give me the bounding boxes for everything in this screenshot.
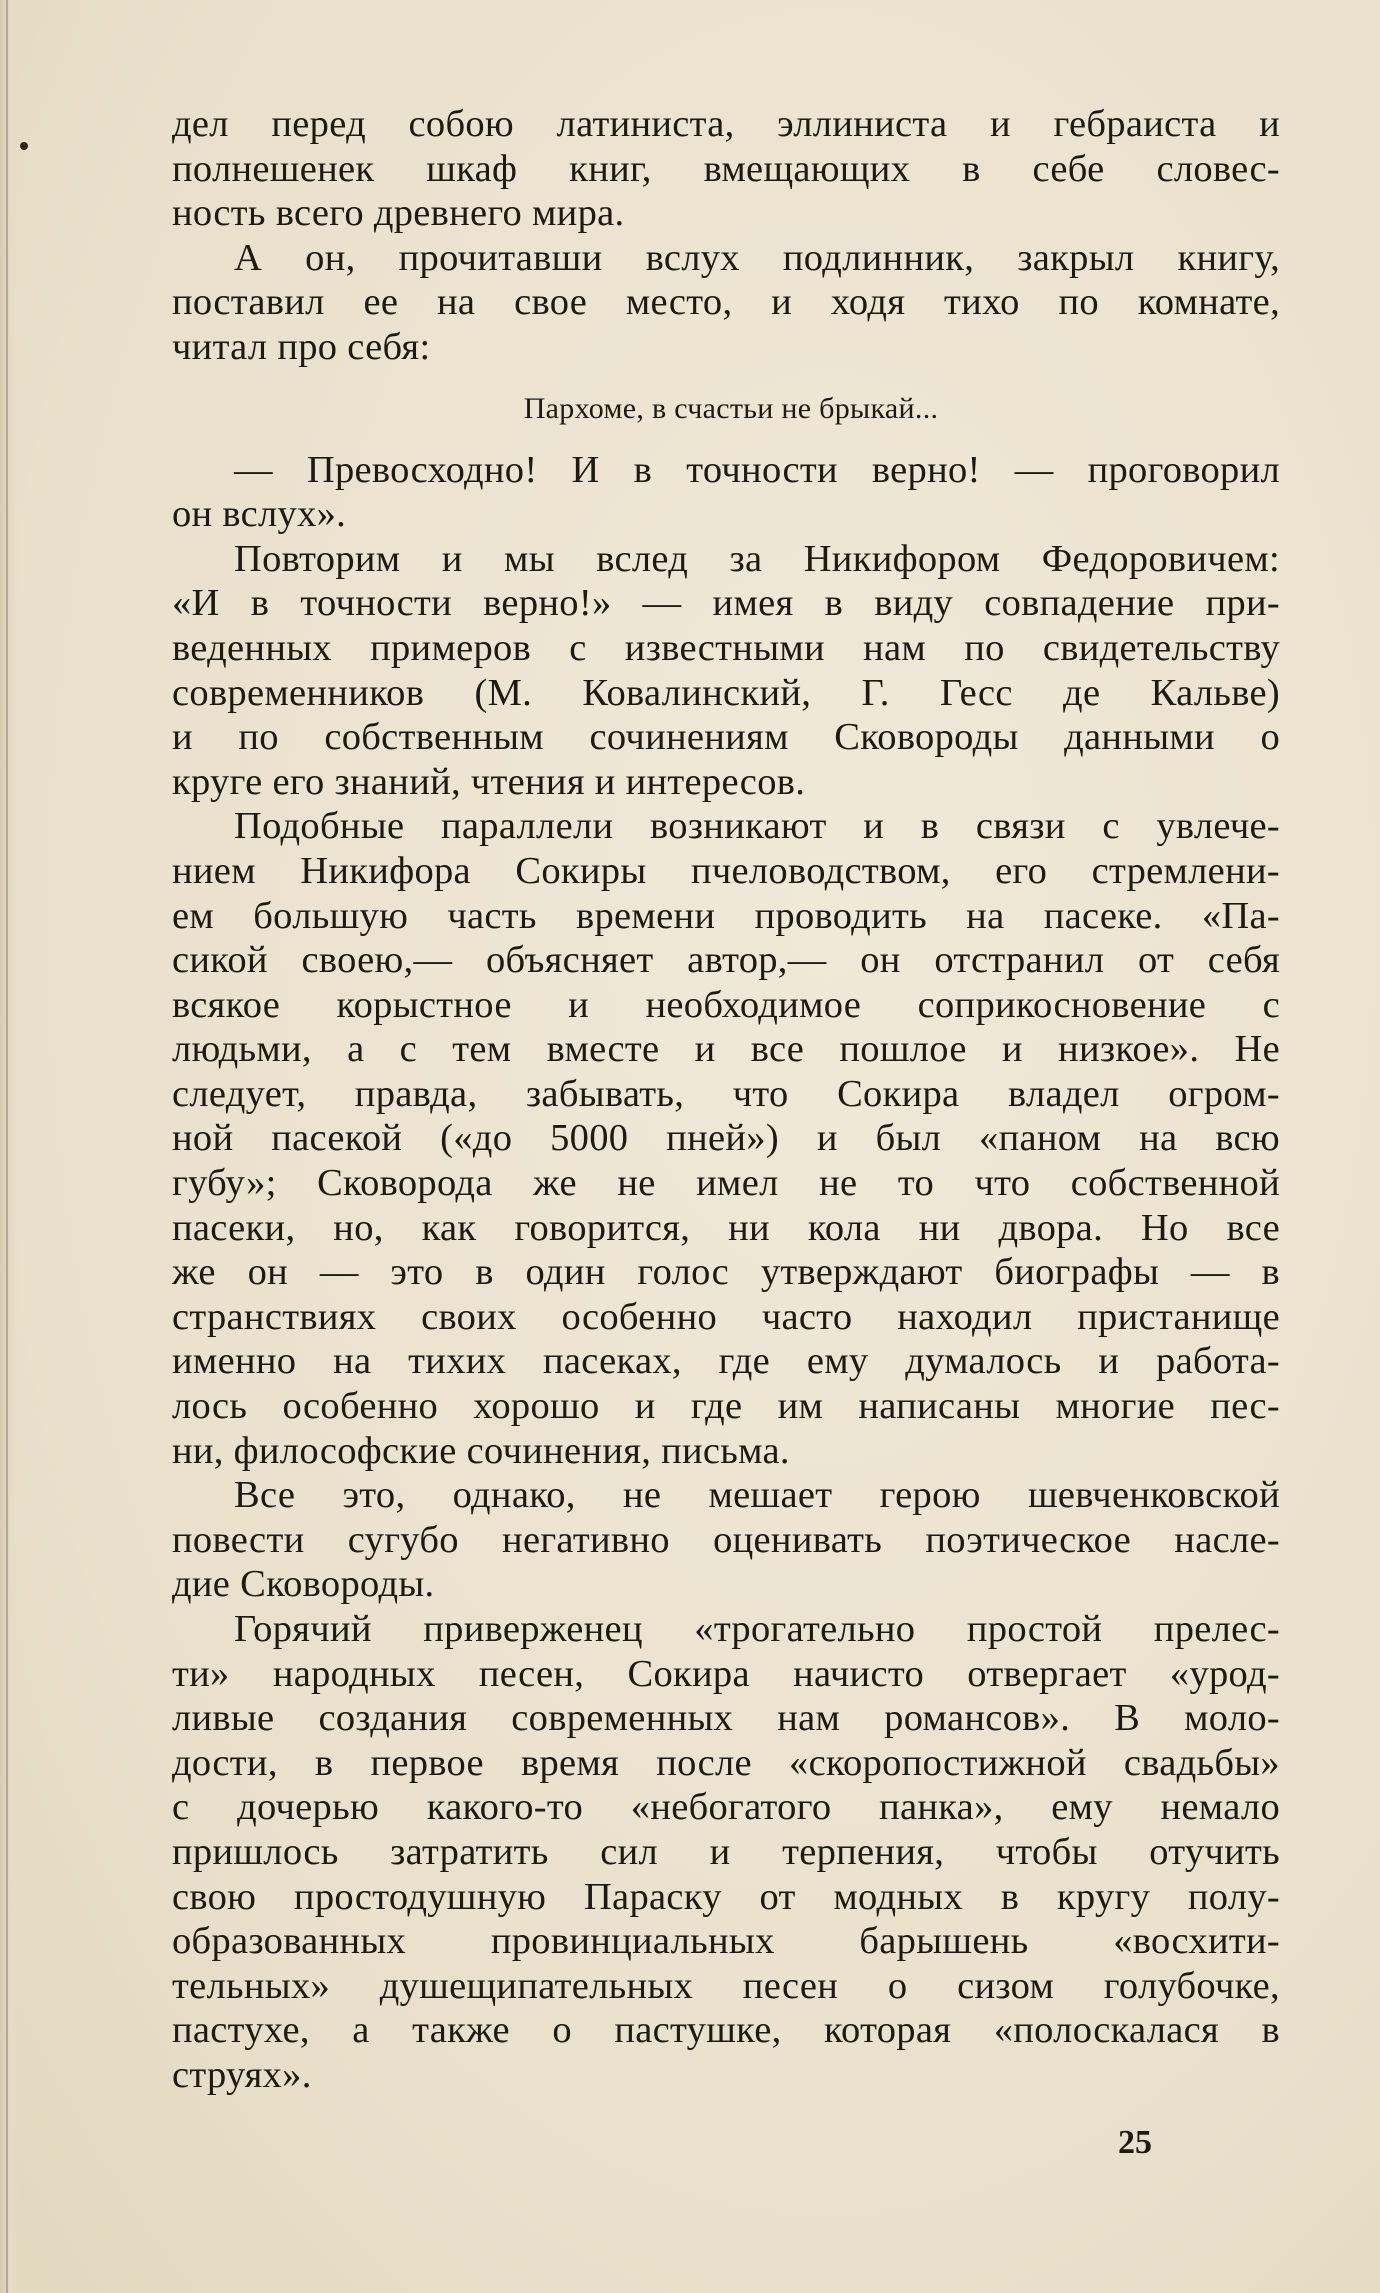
text-line: читал про себя: [172,325,431,368]
ink-speck [20,142,28,150]
text-line: ни, философские сочинения, письма. [172,1429,790,1472]
text-line: Горячий приверженец «трогательно простой прелес- [234,1608,1280,1650]
text-line: ти» народных песен, Сокира начисто отвергает «урод- [172,1652,1280,1695]
page-text [172,102,1280,2098]
text-line: круге его знаний, чтения и интересов. [172,760,806,803]
text-line: следует, правда, забывать, что Сокира владел огром- [172,1072,1280,1115]
text-line: и по собственным сочинениям Сковороды данными о [172,716,1280,759]
text-line: всякое корыстное и необходимое соприкосновение с [172,983,1280,1026]
text-line: ной пасекой («до 5000 пней») и был «паном на всю [172,1117,1280,1160]
text-line: губу»; Сковорода же не имел не то что собственной [172,1162,1280,1205]
text-line: Подобные параллели возникают и в связи с увлече- [234,805,1280,848]
text-line: ность всего древнего мира. [172,192,625,235]
text-line: Повторим и мы вслед за Никифором Федоровичем: [234,537,1280,580]
text-line: современников (М. Ковалинский, Г. Гесс де Кальве) [172,671,1280,714]
text-line: — Превосходно! И в точности верно! — проговорил [234,448,1280,491]
text-line: пастухе, а также о пастушке, которая «полоскалася в [172,2009,1280,2052]
text-line: лось особенно хорошо и где им написаны многие пес- [172,1385,1280,1428]
text-line: полнешенек шкаф книг, вмещающих в себе словес- [172,147,1280,190]
text-line: «И в точности верно!» — имея в виду совпадение при- [172,582,1280,625]
text-line: именно на тихих пасеках, где ему думалось и работа- [172,1340,1280,1383]
text-line: людьми, а с тем вместе и все пошлое и низкое». Не [172,1028,1280,1071]
text-line: дости, в первое время после «скоропостижной свадьбы» [172,1741,1280,1784]
verse-quote: Пархоме, в счастьи не брыкай... [523,391,939,425]
text-line: струях». [172,2053,312,2096]
text-line: ливые создания современных нам романсов». В моло- [172,1697,1280,1740]
text-line: пришлось затратить сил и терпения, чтобы отучить [172,1830,1280,1873]
text-line: тельных» душещипательных песен о сизом голубочке, [172,1964,1280,2007]
text-line: же он — это в один голос утверждают биографы — в [172,1251,1280,1294]
text-line: дие Сковороды. [172,1563,435,1606]
text-line: сикой своею,— объясняет автор,— он отстранил от себя [172,939,1280,982]
text-line: А он, прочитавши вслух подлинник, закрыл книгу, [234,236,1280,279]
text-line: нием Никифора Сокиры пчеловодством, его стремлени- [172,849,1280,892]
page-binding-edge [0,0,18,2293]
text-line: дел перед собою латиниста, эллиниста и гебраиста и [172,103,1280,145]
page-number: 25 [1118,2124,1152,2161]
text-line: странствиях своих особенно часто находил пристанище [172,1295,1280,1338]
text-line: веденных примеров с известными нам по свидетельству [172,626,1280,669]
text-line: он вслух». [172,493,347,536]
text-line: образованных провинциальных барышень «восхити- [172,1920,1280,1963]
text-line: поставил ее на свое место, и ходя тихо по комнате, [172,281,1280,324]
text-line: пасеки, но, как говорится, ни кола ни двора. Но все [172,1206,1280,1249]
text-line: свою простодушную Параску от модных в кругу полу- [172,1875,1280,1918]
text-line: Все это, однако, не мешает герою шевченковской [234,1474,1280,1517]
text-line: ем большую часть времени проводить на пасеке. «Па- [172,894,1280,937]
text-line: с дочерью какого-то «небогатого панка», ему немало [172,1786,1280,1829]
text-line: повести сугубо негативно оценивать поэтическое насле- [172,1518,1280,1561]
